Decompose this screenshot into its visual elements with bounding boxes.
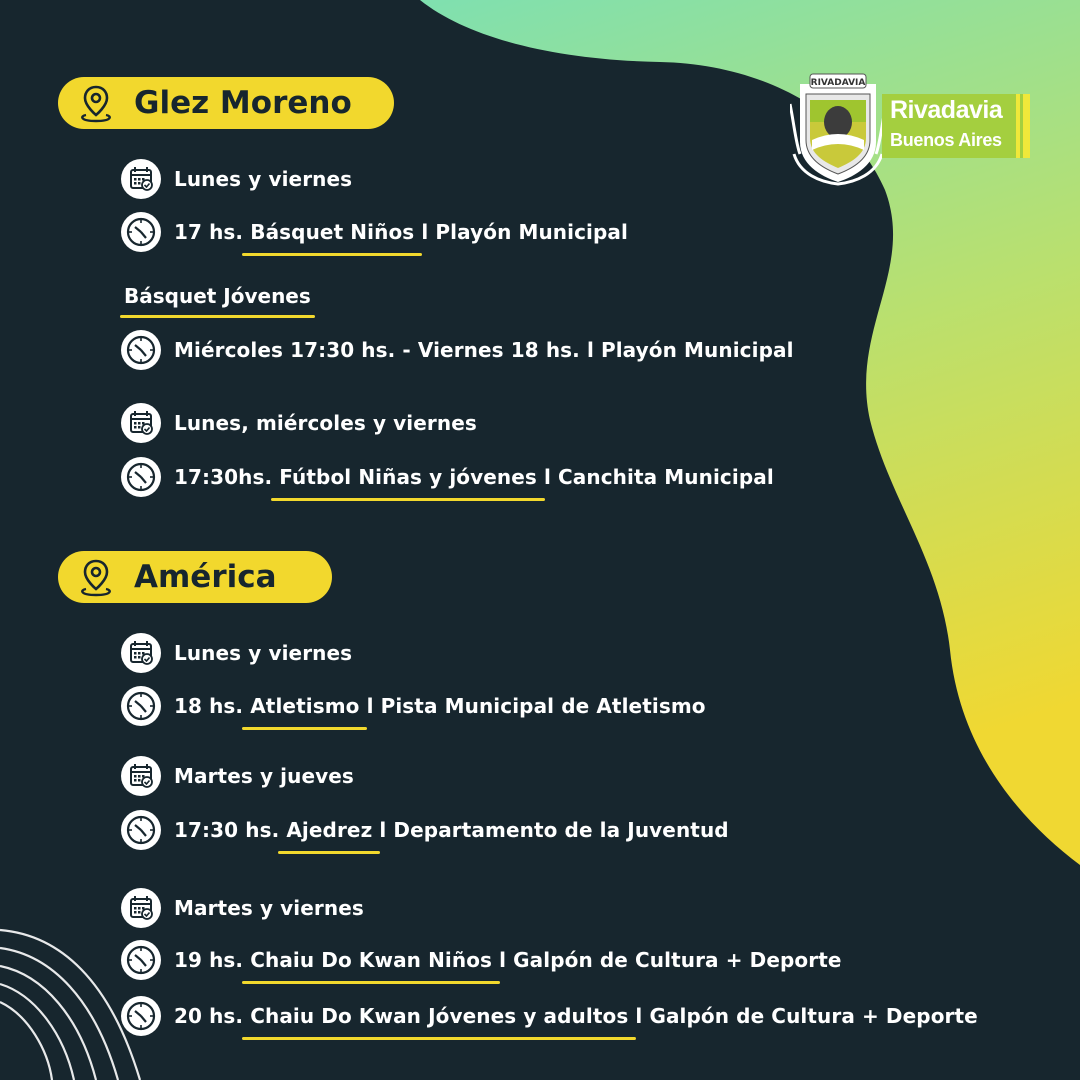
- schedule-row: [120, 211, 628, 253]
- activity-name: Básquet Niños: [250, 220, 415, 244]
- schedule-row: [120, 939, 842, 981]
- schedule-time: 19 hs.: [174, 948, 244, 972]
- logo-stripe: [1016, 94, 1030, 158]
- calendar-icon: [120, 887, 162, 929]
- schedule-row: [120, 887, 364, 929]
- location-pin-icon: [74, 81, 118, 125]
- schedule-days: Lunes y viernes: [174, 167, 353, 191]
- logo-brand-block: [882, 94, 1030, 158]
- schedule-days: Martes y viernes: [174, 896, 364, 920]
- schedule-row: [120, 685, 706, 727]
- clock-icon: [120, 809, 162, 851]
- activity-name: Chaiu Do Kwan Jóvenes y adultos: [250, 1004, 629, 1028]
- venue-name: l Pista Municipal de Atletismo: [366, 694, 706, 718]
- subheading-text: Básquet Jóvenes: [124, 284, 311, 308]
- schedule-days: Lunes, miércoles y viernes: [174, 411, 477, 435]
- location-name: Glez Moreno: [134, 85, 352, 121]
- schedule-row: [120, 402, 477, 444]
- clock-icon: [120, 939, 162, 981]
- venue-name: l Departamento de la Juventud: [379, 818, 729, 842]
- subheading: [124, 284, 311, 308]
- clock-icon: [120, 211, 162, 253]
- clock-icon: [120, 995, 162, 1037]
- schedule-row: [120, 158, 352, 200]
- location-name: América: [134, 559, 277, 595]
- clock-icon: [120, 685, 162, 727]
- venue-name: l Galpón de Cultura + Deporte: [635, 1004, 978, 1028]
- logo-name: Rivadavia: [890, 96, 1003, 124]
- coat-of-arms-icon: [790, 64, 886, 186]
- venue-name: l Playón Municipal: [421, 220, 628, 244]
- schedule-time: 17 hs.: [174, 220, 244, 244]
- activity-name: Ajedrez: [286, 818, 373, 842]
- activity-name: Fútbol Niñas y jóvenes: [279, 465, 537, 489]
- venue-name: l Canchita Municipal: [544, 465, 774, 489]
- schedule-time: 17:30 hs.: [174, 818, 280, 842]
- schedule-row: [120, 632, 352, 674]
- location-pin-icon: [74, 555, 118, 599]
- calendar-icon: [120, 158, 162, 200]
- rivadavia-logo: [790, 64, 1035, 186]
- schedule-text: Miércoles 17:30 hs. - Viernes 18 hs. l Playón Municipal: [174, 338, 794, 362]
- schedule-days: Lunes y viernes: [174, 641, 353, 665]
- activity-name: Atletismo: [250, 694, 360, 718]
- schedule-row: [120, 755, 354, 797]
- schedule-time: 17:30hs.: [174, 465, 273, 489]
- schedule-time: 20 hs.: [174, 1004, 244, 1028]
- calendar-icon: [120, 755, 162, 797]
- schedule-row: [120, 456, 774, 498]
- schedule-row: [120, 809, 729, 851]
- shield-text: RIVADAVIA: [810, 78, 866, 88]
- schedule-row: [120, 329, 794, 371]
- activity-name: Chaiu Do Kwan Niños: [250, 948, 493, 972]
- venue-name: l Galpón de Cultura + Deporte: [499, 948, 842, 972]
- schedule-row: [120, 995, 978, 1037]
- location-pill-america: [58, 551, 332, 603]
- calendar-icon: [120, 402, 162, 444]
- clock-icon: [120, 329, 162, 371]
- logo-region: Buenos Aires: [890, 130, 1002, 150]
- calendar-icon: [120, 632, 162, 674]
- schedule-time: 18 hs.: [174, 694, 244, 718]
- location-pill-glez-moreno: [58, 77, 394, 129]
- clock-icon: [120, 456, 162, 498]
- schedule-days: Martes y jueves: [174, 764, 354, 788]
